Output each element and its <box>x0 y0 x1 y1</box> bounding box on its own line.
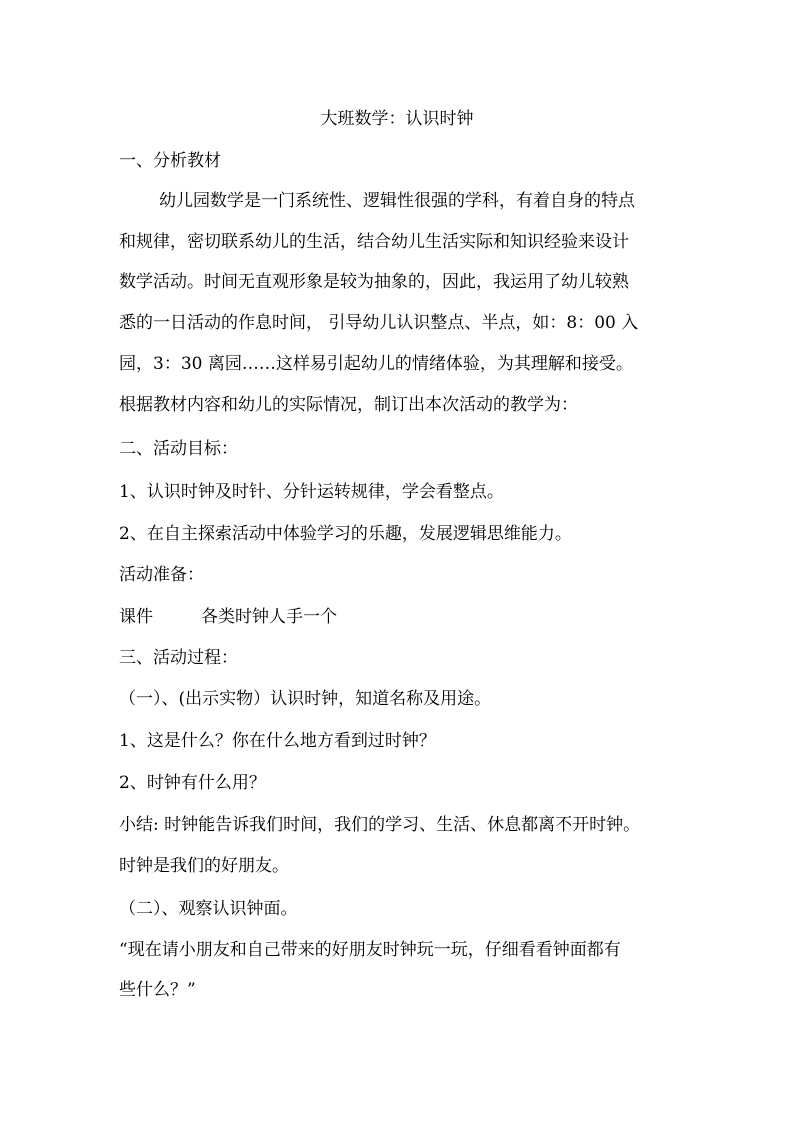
section-heading-analysis: 一、分析教材 <box>119 151 221 171</box>
paragraph-line: 和规律，密切联系幼儿的生活，结合幼儿生活实际和知识经验来设计 <box>119 232 629 252</box>
question-item: 2、时钟有什么用？ <box>119 773 266 793</box>
summary-line: 时钟是我们的好朋友。 <box>119 856 289 876</box>
prep-item: 课件 <box>119 607 153 627</box>
goal-item: 1、认识时钟及时针、分针运转规律，学会看整点。 <box>119 482 504 502</box>
paragraph-line: 数学活动。时间无直观形象是较为抽象的，因此，我运用了幼儿较熟 <box>119 272 629 292</box>
paragraph-line: 幼儿园数学是一门系统性、逻辑性很强的学科，有着自身的特点 <box>159 191 635 211</box>
step-heading: （二）、观察认识钟面。 <box>119 899 298 919</box>
paragraph-line: 园，3：30 离园……这样易引起幼儿的情绪体验，为其理解和接受。 <box>119 354 633 374</box>
step-heading: （一）、(出示实物）认识时钟，知道名称及用途。 <box>119 689 492 709</box>
goal-item: 2、在自主探索活动中体验学习的乐趣，发展逻辑思维能力。 <box>119 524 572 544</box>
section-heading-process: 三、活动过程： <box>119 648 238 668</box>
quote-line: “现在请小朋友和自己带来的好朋友时钟玩一玩，仔细看看钟面都有 <box>119 940 621 960</box>
summary-line: 小结: 时钟能告诉我们时间，我们的学习、生活、休息都离不开时钟。 <box>119 815 641 835</box>
document-title: 大班数学：认识时钟 <box>320 109 474 129</box>
prep-heading: 活动准备： <box>119 565 204 585</box>
paragraph-line: 悉的一日活动的作息时间， 引导幼儿认识整点、半点，如：8：00 入 <box>119 313 639 333</box>
prep-items <box>119 607 679 627</box>
quote-line: 些什么？” <box>119 980 196 1000</box>
section-heading-goals: 二、活动目标： <box>119 439 238 459</box>
prep-item: 各类时钟人手一个 <box>201 607 337 627</box>
paragraph-line: 根据教材内容和幼儿的实际情况，制订出本次活动的教学为： <box>119 395 578 415</box>
question-item: 1、这是什么？你在什么地方看到过时钟？ <box>119 731 436 751</box>
